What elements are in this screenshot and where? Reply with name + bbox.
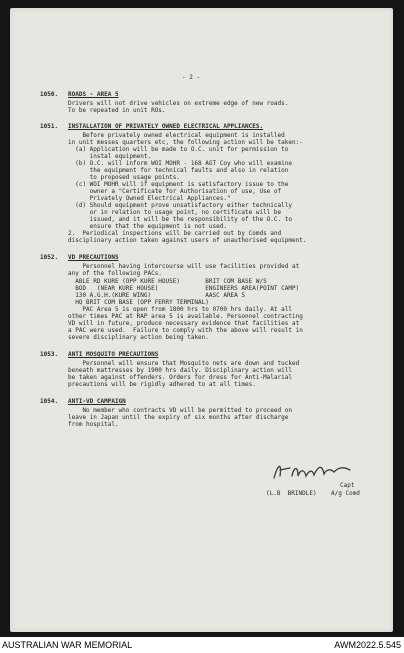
section-heading: ANTI-VD CAMPAIGN	[68, 398, 126, 405]
section-line: a PAC were used. Failure to comply with the above will result in	[68, 327, 303, 334]
section-line: other times PAC at RAP area 5 is available. Personnel contracting	[68, 313, 303, 320]
signature-rank: Capt	[340, 482, 355, 489]
section-line: disciplinary action taken against users of unauthorised equipment.	[68, 237, 307, 244]
section-line: Before privately owned electrical equipment is installed	[68, 132, 285, 139]
section-line: Personnel having intercourse will use facilities provided at	[68, 263, 300, 270]
section-line: (d) Should equipment prove unsatisfactory either technically	[68, 202, 292, 209]
section-line: to proposed usage points.	[68, 174, 180, 181]
section-line: 2. Periodical inspections will be carried out by Comds and	[68, 230, 282, 237]
section-line: HQ BRIT COM BASE (OPP FERRY TERMINAL)	[68, 299, 209, 306]
section-line: owner a "Certificate for Authorisation of use, Use of	[68, 188, 282, 195]
section-heading: INSTALLATION OF PRIVATELY OWNED ELECTRICAL APPLIANCES.	[68, 123, 264, 130]
section-line: Personnel will ensure that Mosquito nets are down and tucked	[68, 360, 300, 367]
section-line: be taken against offenders. Orders for dress for Anti-Malarial	[68, 374, 292, 381]
section-line: PAC Area 5 is open from 1800 hrs to 0700 hrs daily. At all	[68, 306, 292, 313]
section-line: the equipment for technical faults and also in relation	[68, 167, 289, 174]
section-line: ensure that the equipment is not used.	[68, 223, 227, 230]
section-line: VD will in future, produce necessary evidence that facilities at	[68, 320, 300, 327]
signature-name: (L.B BRINDLE) A/g Comd	[266, 490, 360, 497]
section-number: 1052.	[40, 254, 59, 261]
document-sheet	[10, 8, 393, 632]
section-line: (a) Application will be made to O.C. unit for permission to	[68, 146, 289, 153]
section-line: ABLE RD KURE (OPP KURE HOUSE) BRIT COM BASE W/S	[68, 278, 267, 285]
footer-institution: AUSTRALIAN WAR MEMORIAL	[2, 640, 133, 650]
section-line: severe disciplinary action being taken.	[68, 334, 209, 341]
section-line: in unit messes quarters etc, the following action will be taken:-	[68, 139, 303, 146]
section-line: beneath mattresses by 1900 hrs daily. Disciplinary action will	[68, 367, 292, 374]
section-line: precautions will be rigidly adhered to at all times.	[68, 381, 256, 388]
section-number: 1051.	[40, 123, 59, 130]
section-line: instal equipment.	[68, 153, 152, 160]
section-heading: ANTI MOSQUITO PRECAUTIONS	[68, 351, 159, 358]
section-line: No member who contracts VD will be permitted to proceed on	[68, 407, 292, 414]
handwritten-signature	[268, 460, 358, 484]
section-line: Privately Owned Electrical Appliances."	[68, 195, 231, 202]
footer-bar	[0, 637, 404, 653]
section-number: 1053.	[40, 351, 59, 358]
footer-accession-number: AWM2022.5.545	[334, 640, 401, 650]
section-line: leave in Japan until the expiry of six months after discharge	[68, 414, 289, 421]
section-number: 1050.	[40, 91, 59, 98]
section-line: BOD (NEAR KURE HOUSE) ENGINEERS AREA(POINT CAMP)	[68, 285, 300, 292]
section-line: from hospital.	[68, 421, 119, 428]
section-line: issued, and it will be the responsibility of the O.C. to	[68, 216, 292, 223]
page-number: - 2 -	[182, 74, 201, 81]
section-heading: VD PRECAUTIONS	[68, 254, 119, 261]
section-line: To be repeated in unit ROs.	[68, 107, 166, 114]
section-number: 1054.	[40, 398, 59, 405]
section-line: Drivers will not drive vehicles on extreme edge of new roads.	[68, 100, 289, 107]
section-line: (c) WOI MOHR will if equipment is satisfactory issue to the	[68, 181, 289, 188]
section-line: any of the following PACs.	[68, 270, 162, 277]
section-line: (b) O.C. will inform WOI MOHR - 168 AGT Coy who will examine	[68, 160, 292, 167]
section-line: 130 A.G.H.(KURE WING) AASC AREA 5	[68, 292, 246, 299]
section-heading: ROADS - AREA 5	[68, 91, 119, 98]
section-line: or in relation to usage point, no certificate will be	[68, 209, 282, 216]
